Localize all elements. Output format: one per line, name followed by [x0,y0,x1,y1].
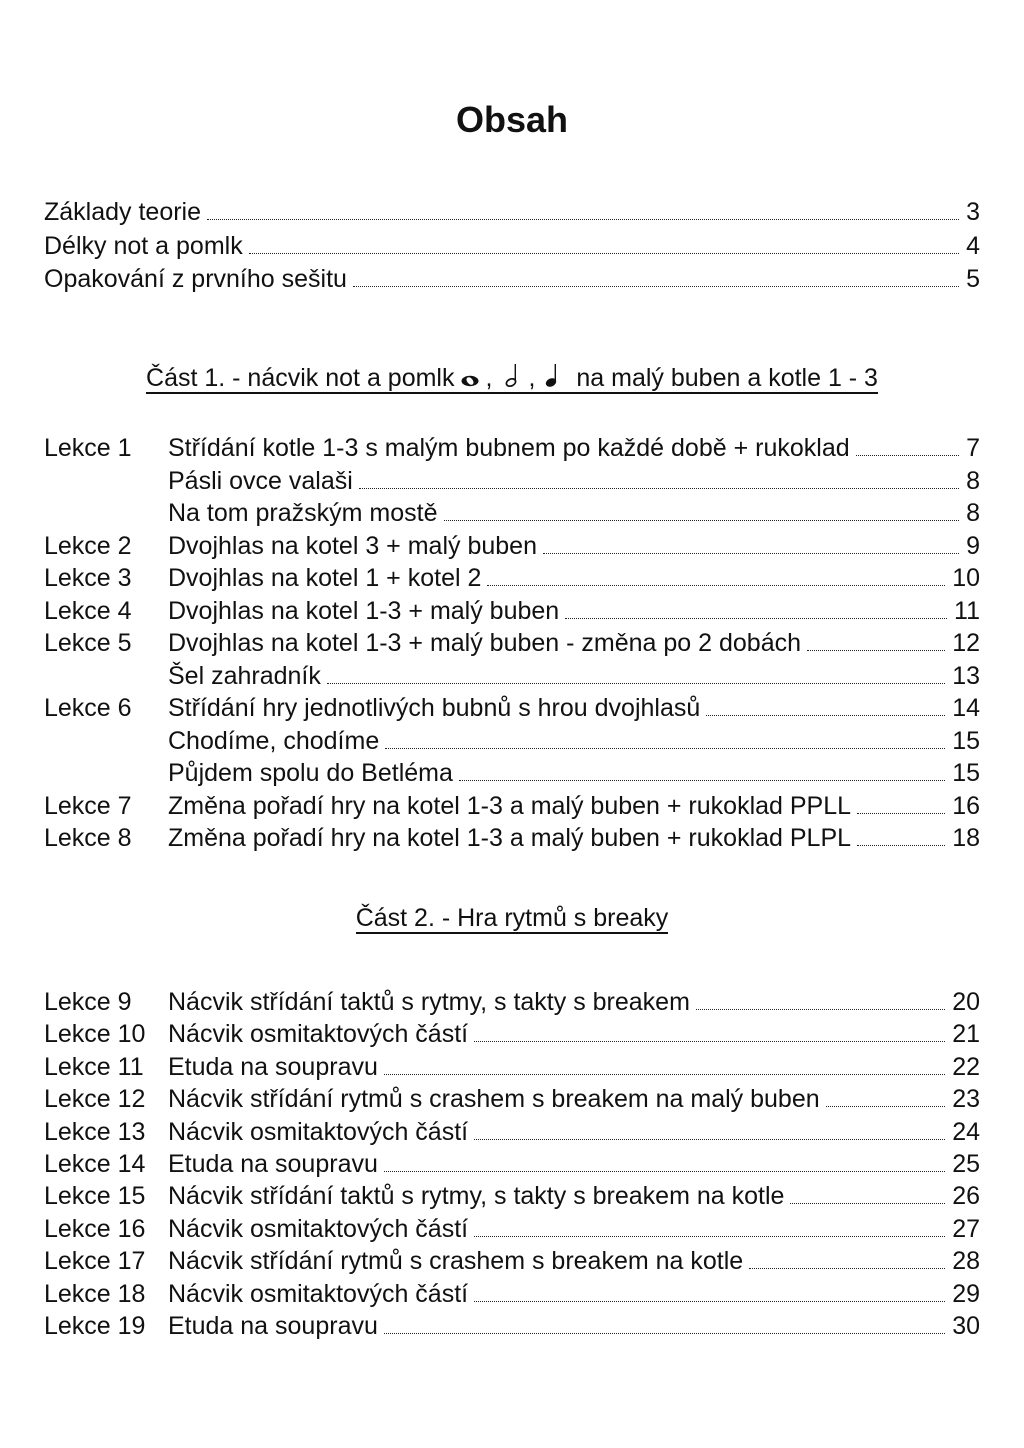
dot-leader [474,1139,945,1140]
entry-title: Na tom pražským mostě [168,499,438,527]
entry-title: Dvojhlas na kotel 1-3 + malý buben [168,596,560,625]
toc-entry [44,1018,980,1050]
lesson-label: Lekce 12 [44,1085,146,1114]
dot-leader [543,553,959,554]
toc-entry [44,692,980,725]
toc-entry [44,230,980,264]
toc-entry [44,822,980,855]
toc-entry [44,986,980,1018]
toc-intro-list [44,196,980,297]
page-number: 9 [966,531,980,560]
page-number: 24 [952,1117,980,1146]
page-number: 16 [952,791,980,820]
lesson-label: Lekce 6 [44,694,132,722]
dot-leader [857,845,945,846]
page-number: 30 [952,1311,980,1340]
toc-entry [44,432,980,465]
page-number: 18 [952,824,980,852]
toc-entry [44,196,980,230]
dot-leader [856,455,959,456]
entry-title: Střídání hry jednotlivých bubnů s hrou dvojhlasů [168,694,701,722]
page-number: 21 [952,1020,980,1049]
dot-leader [384,1333,945,1334]
note-separator: , [485,364,493,392]
dot-leader [474,1301,945,1302]
page-number: 28 [952,1247,980,1276]
toc-entry [44,1051,980,1083]
dot-leader [749,1268,945,1269]
lesson-label: Lekce 4 [44,596,132,625]
page-number: 29 [952,1279,980,1308]
section-heading-text: na malý buben a kotle 1 - 3 [576,364,878,392]
lesson-label: Lekce 15 [44,1182,146,1211]
dot-leader [459,780,945,781]
dot-leader [474,1236,945,1237]
entry-title: Půjdem spolu do Betléma [168,759,453,787]
toc-entry [44,725,980,758]
dot-leader [807,650,945,651]
dot-leader [207,219,959,220]
entry-title: Změna pořadí hry na kotel 1-3 a malý buben + rukoklad PLPL [168,824,852,852]
entry-title: Střídání kotle 1-3 s malým bubnem po každé době + rukoklad [168,434,850,462]
entry-title: Etuda na soupravu [168,1311,378,1340]
dot-leader [790,1203,945,1204]
toc-entry [44,497,980,530]
lesson-label: Lekce 19 [44,1311,146,1340]
entry-title: Dvojhlas na kotel 1-3 + malý buben - změna po 2 dobách [168,629,802,657]
toc-entry [44,1180,980,1212]
entry-title: Dvojhlas na kotel 3 + malý buben [168,531,537,560]
entry-title: Nácvik osmitaktových částí [168,1214,469,1243]
dot-leader [384,1074,945,1075]
toc-entry [44,1148,980,1180]
toc-entry [44,627,980,660]
toc-entry [44,1083,980,1115]
page-number: 14 [952,694,980,722]
dot-leader [857,813,945,814]
dot-leader [385,748,945,749]
toc-entry [44,1213,980,1245]
page-number: 25 [952,1149,980,1178]
entry-title: Nácvik střídání taktů s rytmy, s takty s breakem na kotle [168,1182,785,1211]
page-number: 10 [952,564,980,592]
dot-leader [327,683,945,684]
lesson-label: Lekce 5 [44,629,132,657]
page-title: Obsah [455,99,569,140]
lesson-label: Lekce 1 [44,434,132,462]
dot-leader [359,488,959,489]
page-number: 13 [952,661,980,690]
dot-leader [696,1009,945,1010]
section-heading-text: Část 1. - nácvik not a pomlk [146,364,455,392]
entry-title: Etuda na soupravu [168,1052,378,1081]
entry-title: Pásli ovce valaši [168,466,353,495]
section-2-entries [44,986,980,1342]
lesson-label: Lekce 2 [44,531,132,560]
lesson-label: Lekce 8 [44,824,132,852]
lesson-label: Lekce 17 [44,1247,146,1276]
page-number: 15 [952,759,980,787]
toc-entry [44,757,980,790]
page-number: 12 [952,629,980,657]
page-number: 27 [952,1214,980,1243]
entry-title: Nácvik osmitaktových částí [168,1117,469,1146]
whole-note-icon [460,363,480,389]
toc-entry [44,790,980,823]
lesson-label: Lekce 13 [44,1117,146,1146]
lesson-label: Lekce 18 [44,1279,146,1308]
dot-leader [353,286,959,287]
section-2-heading-wrap [0,904,1024,934]
dot-leader [249,253,959,254]
lesson-label: Lekce 10 [44,1020,146,1049]
toc-entry [44,1245,980,1277]
toc-entry [44,595,980,628]
quarter-note-icon [545,363,559,389]
toc-entry [44,465,980,498]
page-number: 23 [952,1085,980,1114]
page-number: 15 [952,726,980,755]
entry-title: Základy teorie [44,198,202,226]
page-number: 7 [966,434,980,462]
page-number: 11 [954,596,980,625]
section-1-heading-wrap [0,363,1024,394]
section-2-heading: Část 2. - Hra rytmů s breaky [355,904,669,932]
page-number: 22 [952,1052,980,1081]
toc-entry [44,1116,980,1148]
note-separator: , [528,364,536,392]
page-number: 4 [966,231,980,260]
lesson-label: Lekce 16 [44,1214,146,1243]
entry-title: Opakování z prvního sešitu [44,265,347,293]
page-number: 5 [966,265,980,293]
dot-leader [826,1106,946,1107]
dot-leader [474,1041,945,1042]
lesson-label: Lekce 3 [44,564,132,592]
dot-leader [487,585,945,586]
entry-title: Nácvik osmitaktových částí [168,1279,469,1308]
entry-title: Nácvik střídání rytmů s crashem s breakem na kotle [168,1247,744,1276]
toc-entry [44,263,980,297]
page-number: 8 [966,466,980,495]
dot-leader [706,715,945,716]
entry-title: Nácvik střídání taktů s rytmy, s takty s breakem [168,988,690,1016]
entry-title: Nácvik střídání rytmů s crashem s breakem na malý buben [168,1085,820,1114]
entry-title: Šel zahradník [168,661,321,690]
toc-entry [44,1278,980,1310]
entry-title: Dvojhlas na kotel 1 + kotel 2 [168,564,482,592]
toc-entry [44,530,980,563]
entry-title: Nácvik osmitaktových částí [168,1020,469,1049]
page-number: 20 [952,988,980,1016]
lesson-label: Lekce 9 [44,988,132,1016]
section-1-heading [146,363,878,394]
page-number: 26 [952,1182,980,1211]
section-1-entries [44,432,980,855]
toc-entry [44,660,980,693]
lesson-label: Lekce 11 [44,1052,144,1081]
toc-entry [44,562,980,595]
entry-title: Změna pořadí hry na kotel 1-3 a malý buben + rukoklad PPLL [168,791,852,820]
entry-title: Chodíme, chodíme [168,726,380,755]
half-note-icon [505,363,519,389]
dot-leader [444,520,960,521]
page-number: 8 [966,499,980,527]
lesson-label: Lekce 7 [44,791,132,820]
lesson-label: Lekce 14 [44,1149,146,1178]
entry-title: Etuda na soupravu [168,1149,378,1178]
dot-leader [565,618,947,619]
dot-leader [384,1171,945,1172]
page-number: 3 [966,198,980,226]
toc-entry [44,1310,980,1342]
entry-title: Délky not a pomlk [44,231,243,260]
